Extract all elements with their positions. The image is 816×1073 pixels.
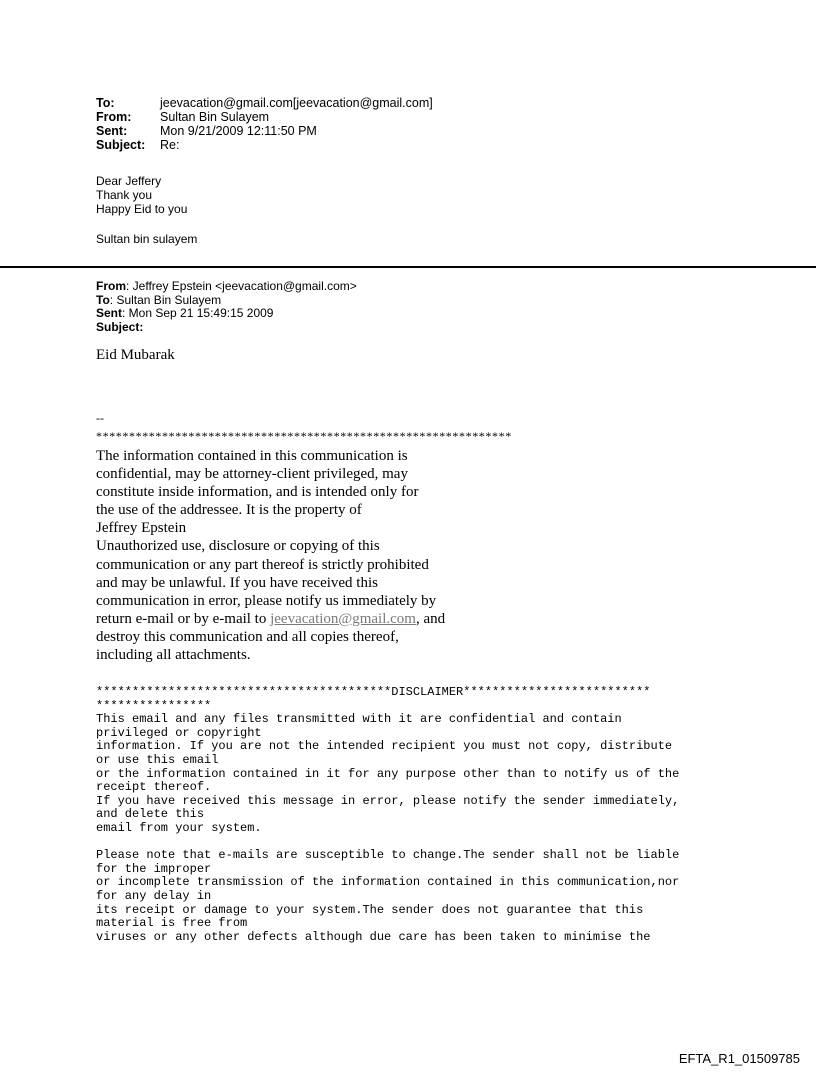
notice-line: The information contained in this communication is — [96, 448, 408, 464]
notice-line: communication in error, please notify us immediately by — [96, 592, 437, 609]
section-divider — [0, 266, 816, 268]
orig-sent-label: Sent — [96, 306, 123, 320]
link-suffix: , and — [415, 610, 446, 627]
orig-subject-label: Subject — [96, 319, 140, 334]
orig-sent-value: : Mon Sep 21 15:49:15 2009 — [122, 306, 274, 320]
notice-line: communication or any part thereof is strictly prohibited — [96, 556, 429, 573]
disclaimer-line: If you have received this message in error, please notify the sender immediately, — [96, 793, 680, 808]
header-subject-row — [96, 138, 433, 152]
notice-line: constitute inside information, and is intended only for — [96, 484, 419, 501]
header-from-row — [96, 110, 433, 124]
orig-to-label: To — [96, 292, 110, 307]
greeting: Eid Mubarak — [96, 347, 175, 363]
separator-stars: *************************************************************** — [96, 429, 512, 443]
disclaimer-line: or incomplete transmission of the information contained in this communication,nor — [96, 875, 680, 890]
sent-label: Sent: — [96, 124, 128, 138]
orig-to-value: : Sultan Bin Sulayem — [109, 292, 222, 307]
email-link[interactable]: jeevacation@gmail.com — [270, 610, 416, 627]
notice-line: Jeffrey Epstein — [96, 520, 187, 537]
notice-link-line — [96, 610, 445, 628]
disclaimer-line — [96, 836, 679, 850]
notice-line: confidential, may be attorney-client privileged, may — [96, 466, 408, 483]
disclaimer-line: or use this email — [96, 752, 219, 767]
link-prefix: return e-mail or by e-mail to — [96, 610, 271, 627]
disclaimer-line: Please note that e-mails are susceptible to change.The sender shall not be liable — [96, 848, 680, 863]
disclaimer-line: or the information contained in it for any purpose other than to notify us of the — [96, 766, 680, 781]
disclaimer-line: viruses or any other defects although due care has been taken to minimise the — [96, 929, 651, 944]
email-header — [96, 96, 433, 152]
confidentiality-notice — [96, 447, 445, 664]
notice-line: destroy this communication and all copies thereof, — [96, 628, 399, 645]
disclaimer-line: email from your system. — [96, 820, 262, 835]
subject-label: Subject: — [96, 138, 146, 152]
disclaimer-line: receipt thereof. — [96, 780, 212, 795]
to-value: jeevacation@gmail.com[jeevacation@gmail.com] — [160, 96, 433, 110]
notice-line: including all attachments. — [96, 647, 251, 664]
reply-body — [96, 174, 187, 216]
reply-line: Dear Jeffery — [96, 174, 162, 188]
disclaimer-line: for any delay in — [96, 888, 212, 903]
from-value: Sultan Bin Sulayem — [160, 110, 270, 124]
notice-line: and may be unlawful. If you have received this — [96, 574, 378, 591]
orig-subject-value: : — [139, 319, 144, 334]
disclaimer-line: This email and any files transmitted with it are confidential and contain — [96, 712, 622, 727]
orig-from-row — [96, 280, 357, 294]
disclaimer-line: information. If you are not the intended recipient you must not copy, distribute — [96, 739, 673, 754]
disclaimer-line: privileged or copyright — [96, 725, 262, 740]
orig-subject-row — [96, 321, 357, 335]
disclaimer-line: for the improper — [96, 861, 212, 876]
reply-line: Happy Eid to you — [96, 202, 188, 216]
disclaimer-line: and delete this — [96, 807, 205, 822]
from-label: From: — [96, 110, 132, 124]
disclaimer-line: *****************************************DISCLAIMER************************** — [96, 685, 651, 699]
orig-to-row — [96, 294, 357, 308]
to-label: To: — [96, 96, 115, 110]
notice-line: the use of the addressee. It is the property of — [96, 502, 362, 519]
subject-value: Re: — [160, 138, 180, 152]
orig-from-value: : Jeffrey Epstein <jeevacation@gmail.com> — [126, 279, 357, 293]
disclaimer-block — [96, 686, 679, 944]
bates-number: EFTA_R1_01509785 — [678, 1051, 800, 1066]
notice-line: Unauthorized use, disclosure or copying of this — [96, 538, 380, 555]
signature: Sultan bin sulayem — [96, 232, 198, 246]
disclaimer-line: **************** — [96, 698, 212, 713]
orig-from-label: From — [96, 279, 126, 293]
header-sent-row — [96, 124, 433, 138]
sent-value: Mon 9/21/2009 12:11:50 PM — [160, 124, 317, 138]
separator-dashes: -- — [96, 411, 104, 425]
header-to-row — [96, 96, 433, 110]
disclaimer-line: its receipt or damage to your system.The sender does not guarantee that this — [96, 902, 644, 917]
reply-line: Thank you — [96, 188, 153, 202]
disclaimer-line: material is free from — [96, 916, 248, 931]
original-message-header — [96, 280, 357, 334]
orig-sent-row — [96, 307, 357, 321]
